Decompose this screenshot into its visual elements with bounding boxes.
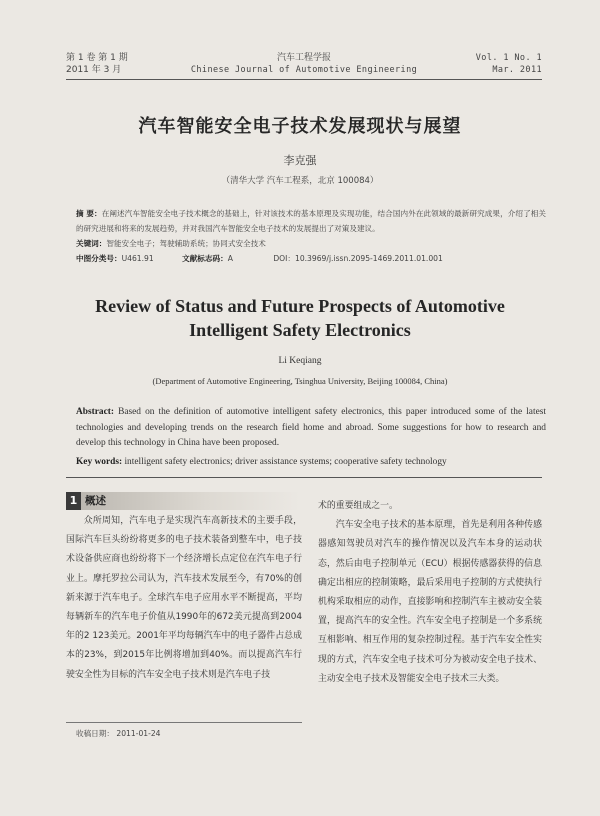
abstract-cn-label: 摘 要： [76,209,102,218]
footnote-divider [66,722,302,723]
keywords-en-text: intelligent safety electronics; driver assistance systems; cooperative safety technology [122,457,447,467]
header-journal-cn: 汽车工程学报 [276,53,331,63]
doc-code-label: 文献标志码： [182,254,228,263]
body-column-right [318,497,542,689]
abstract-en-label: Abstract: [76,407,115,417]
header-date-en: Mar. 2011 [492,65,542,75]
doi-label: DOI： [273,254,295,263]
author-cn: 李克强 [283,154,317,167]
footnote-received-date: 收稿日期： 2011-01-24 [76,729,161,738]
classification-line [76,251,546,266]
keywords-cn [76,236,546,251]
keywords-cn-text: 智能安全电子；驾驶辅助系统；协同式安全技术 [106,239,266,248]
title-en-line1: Review of Status and Future Prospects of Automotive [95,296,505,316]
doi-value: 10.3969/j.issn.2095-1469.2011.01.001 [294,254,443,263]
abstract-cn [76,206,546,236]
abstract-cn-text: 在阐述汽车智能安全电子技术概念的基础上，针对该技术的基本原理及实现功能，结合国内外在此领域的最新研究成果，介绍了相关的研究进展和将来的发展趋势，并对我国汽车智能安全电子技术的发展提出了对策及建议。 [76,209,546,233]
header-center [66,52,542,76]
abstract-en [76,405,546,452]
header-journal-en: Chinese Journal of Automotive Engineering [190,65,418,75]
keywords-en [76,455,546,471]
title-cn: 汽车智能安全电子技术发展现状与展望 [138,116,462,137]
header-date-cn: 2011 年 3 月 [66,65,122,75]
section-title: 概述 [85,495,106,507]
keywords-cn-label: 关键词： [76,239,107,248]
abstract-divider [66,477,542,478]
abstract-en-text: Based on the definition of automotive intelligent safety electronics, this paper introduced some of the latest technologies and developing trends on the research field home and abroad. Some suggestions for how to research and develop this technology in China have been proposed. [76,407,546,448]
body-paragraph: 众所周知，汽车电子是实现汽车高新技术的主要手段，国际汽车巨头纷纷将更多的电子技术装备到整车中，电子技术设备供应商也纷纷将下一个经济增长点定位在汽车电子行业上。摩托罗拉公司认为，汽车技术发展至今，有70%的创新来源于汽车电子。全球汽车电子应用水平不断提高，平均每辆新车的汽车电子价值从1990年的672美元提高到2004年的2 123美元。2001年平均每辆汽车中的电子器件占总成本的23%，到2015年比例将增加到40%。而以提高汽车行驶安全性为目标的汽车安全电子技术则是汽车电子技 [66,516,302,680]
header-right [476,52,542,76]
body-paragraph-continued: 术的重要组成之一。 [318,501,398,511]
author-en: Li Keqiang [278,356,322,366]
running-header [66,52,542,82]
title-en-line2: Intelligent Safety Electronics [189,320,411,340]
keywords-en-label: Key words: [76,457,123,467]
doc-code-value: A [227,254,233,263]
title-en [0,294,600,342]
section-number: 1 [66,492,81,510]
affiliation-cn: （清华大学 汽车工程系，北京 100084） [221,176,379,186]
affiliation-en: (Department of Automotive Engineering, Tsinghua University, Beijing 100084, China) [152,376,448,386]
body-column-left [66,512,302,685]
clc-value: U461.91 [121,254,154,263]
section-heading [66,492,300,510]
header-volume-cn: 第 1 卷 第 1 期 [66,53,128,63]
body-paragraph: 汽车安全电子技术的基本原理，首先是利用各种传感器感知驾驶员对汽车的操作情况以及汽车本身的运动状态，然后由电子控制单元（ECU）根据传感器获得的信息确定出相应的控制策略，最后采用电子控制的方式使执行机构采取相应的动作，直接影响和控制汽车主被动安全装置，提高汽车的安全性。汽车安全电子控制是一个多系统互相影响、相互作用的复杂控制过程。基于汽车安全性实现的方式，汽车安全电子技术可分为被动安全电子技术、主动安全电子技术及智能安全电子技术三大类。 [318,520,542,684]
clc-label: 中图分类号： [76,254,122,263]
header-divider [66,79,542,80]
header-volume-en: Vol. 1 No. 1 [475,53,542,63]
